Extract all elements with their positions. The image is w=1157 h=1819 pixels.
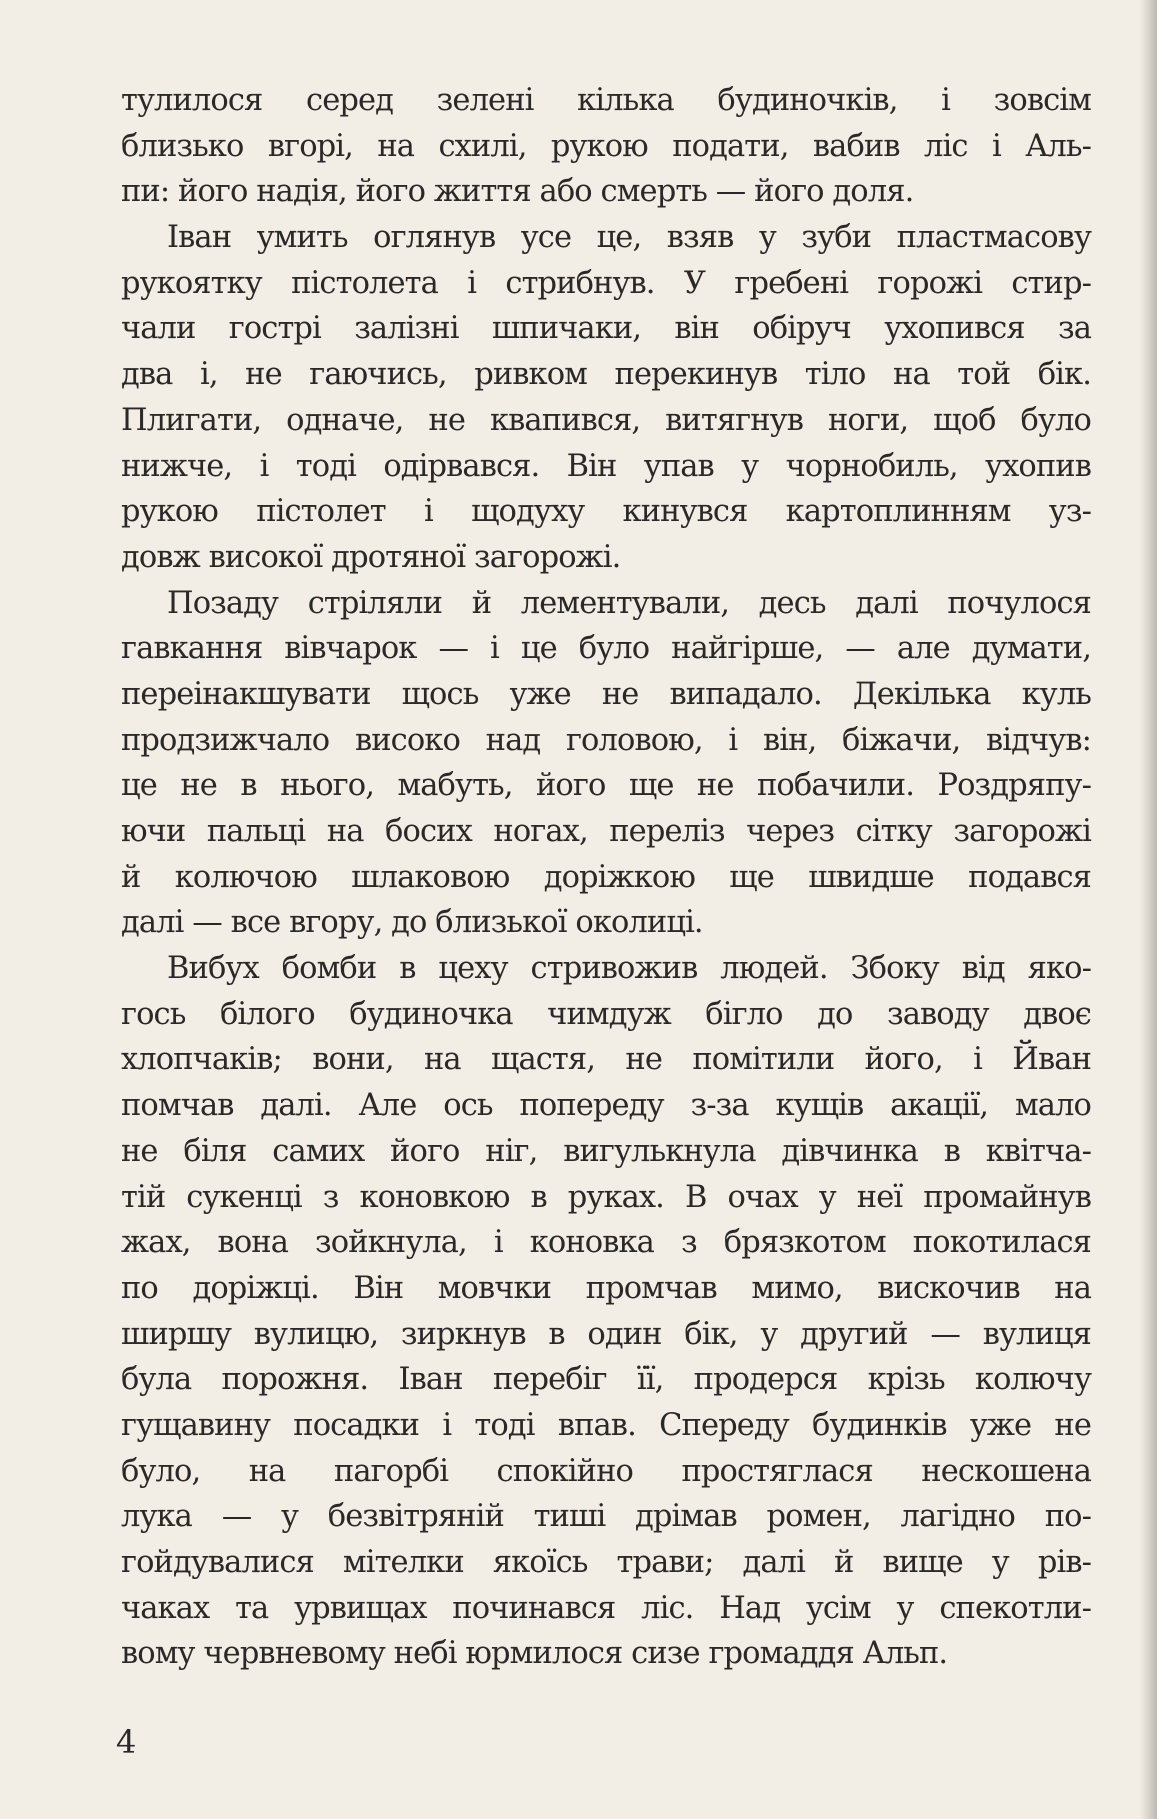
text-line: тулилося серед зелені кілька будиночків, і зовсім: [121, 83, 1091, 118]
text-line: Позаду стріляли й лементували, десь далі почулося: [167, 585, 1091, 621]
text-line: ширшу вулицю, зиркнув в один бік, у другий — вулиця: [121, 1316, 1091, 1352]
text-line: це не в нього, мабуть, його ще не побачили. Роздряпу-: [121, 768, 1091, 804]
text-line: продзижчало високо над головою, і він, біжачи, відчув:: [121, 722, 1091, 758]
text-line: Плигати, одначе, не квапився, витягнув ноги, щоб було: [121, 402, 1091, 438]
text-line: була порожня. Іван перебіг її, продерся крізь колючу: [121, 1362, 1091, 1398]
paragraph: [121, 78, 1091, 215]
text-line: далі — все вгору, до близької околиці.: [121, 905, 703, 941]
text-line: переінакшувати щось уже не випадало. Декілька куль: [121, 676, 1091, 712]
text-line: гавкання вівчарок — і це було найгірше, — але думати,: [121, 631, 1091, 667]
text-line: по доріжці. Він мовчки промчав мимо, вискочив на: [121, 1270, 1091, 1306]
body-text: [121, 78, 1091, 1677]
text-line: Вибух бомби в цеху стривожив людей. Збоку від яко-: [167, 951, 1091, 987]
text-line: хлопчаків; вони, на щастя, не помітили його, і Йван: [121, 1042, 1091, 1078]
text-line: чали гострі залізні шпичаки, він обіруч ухопився за: [121, 311, 1091, 347]
page-number: 4: [116, 1723, 137, 1761]
text-line: рукою пістолет і щодуху кинувся картоплинням уз-: [121, 494, 1091, 530]
text-line: гущавину посадки і тоді впав. Спереду будинків уже не: [121, 1407, 1091, 1443]
text-line: й колючою шлаковою доріжкою ще швидше подався: [121, 859, 1091, 895]
text-line: тій сукенці з коновкою в руках. В очах у неї промайнув: [121, 1179, 1091, 1215]
text-line: гось білого будиночка чимдуж бігло до заводу двоє: [121, 996, 1091, 1032]
text-line: нижче, і тоді одірвався. Він упав у чорнобиль, ухопив: [121, 448, 1091, 484]
text-line: близько вгорі, на схилі, рукою подати, вабив ліс і Аль-: [121, 128, 1091, 164]
text-line: було, на пагорбі спокійно простяглася нескошена: [121, 1453, 1091, 1489]
paragraph: [121, 215, 1091, 581]
text-line: чаках та урвищах починався ліс. Над усім у спекотли-: [121, 1590, 1091, 1626]
text-line: не біля самих його ніг, вигулькнула дівчинка в квітча-: [121, 1133, 1091, 1169]
text-line: жах, вона зойкнула, і коновка з брязкотом покотилася: [121, 1225, 1091, 1261]
text-line: гойдувалися мітелки якоїсь трави; далі й вище у рів-: [121, 1545, 1091, 1580]
text-line: лука — у безвітряній тиші дрімав ромен, лагідно по-: [121, 1499, 1091, 1535]
text-line: Іван умить оглянув усе це, взяв у зуби пластмасову: [167, 220, 1091, 256]
paragraph: [121, 581, 1091, 947]
paragraph: [121, 946, 1091, 1677]
text-line: довж високої дротяної загорожі.: [121, 539, 621, 575]
text-line: помчав далі. Але ось попереду з-за кущів акації, мало: [121, 1088, 1091, 1124]
text-line: два і, не гаючись, ривком перекинув тіло на той бік.: [121, 357, 1091, 393]
text-line: ючи пальці на босих ногах, переліз через сітку загорожі: [121, 814, 1091, 849]
text-line: пи: його надія, його життя або смерть — його доля.: [121, 174, 914, 210]
text-line: вому червневому небі юрмилося сизе громаддя Альп.: [121, 1636, 948, 1672]
text-line: рукоятку пістолета і стрибнув. У гребені горожі стир-: [121, 265, 1091, 301]
